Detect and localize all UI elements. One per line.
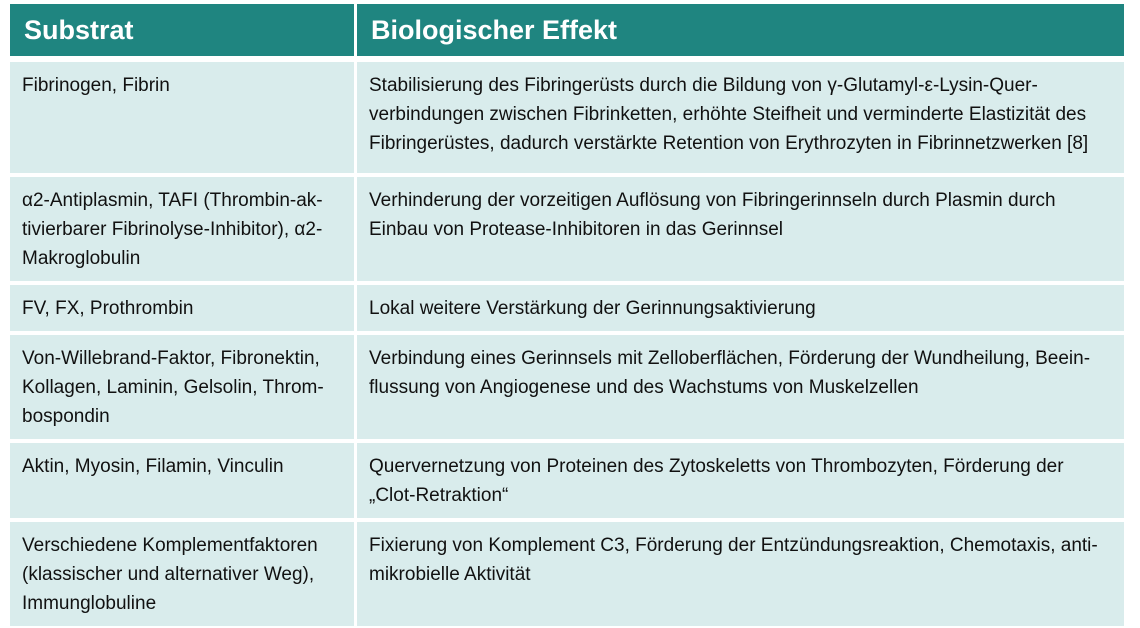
- substrate-cell: FV, FX, Prothrombin: [10, 285, 354, 335]
- effect-cell: Fixierung von Komplement C3, Förderung der Entzündungsreaktion, Chemotaxis, anti-mikrobielle Aktivität: [354, 522, 1124, 626]
- table-row: [10, 443, 1124, 522]
- effect-cell: Lokal weitere Verstärkung der Gerinnungsaktivierung: [354, 285, 1124, 335]
- table-row: [10, 335, 1124, 443]
- effect-cell: Verhinderung der vorzeitigen Auflösung von Fibringerinnseln durch Plasmin durch Einbau von Protease-Inhibitoren in das Gerinnsel: [354, 177, 1124, 285]
- header-biologischer-effekt: Biologischer Effekt: [354, 4, 1124, 62]
- substrate-cell: Fibrinogen, Fibrin: [10, 62, 354, 177]
- effect-cell: Verbindung eines Gerinnsels mit Zelloberflächen, Förderung der Wundheilung, Beein-flussung von Angiogenese und des Wachstums von Muskelzellen: [354, 335, 1124, 443]
- table-row: [10, 177, 1124, 285]
- substrate-cell: Von-Willebrand-Faktor, Fibronektin, Kollagen, Laminin, Gelsolin, Throm-bospondin: [10, 335, 354, 443]
- substrate-effect-table: [10, 4, 1124, 626]
- table-row: [10, 522, 1124, 626]
- substrate-cell: Aktin, Myosin, Filamin, Vinculin: [10, 443, 354, 522]
- effect-cell: Stabilisierung des Fibringerüsts durch die Bildung von γ-Glutamyl-ε-Lysin-Quer-verbindungen zwischen Fibrinketten, erhöhte Steifheit und verminderte Elastizität des Fibringerüstes, dadurch verstärkte Retention von Erythrozyten in Fibrinnetzwerken [8]: [354, 62, 1124, 177]
- effect-cell: Quervernetzung von Proteinen des Zytoskeletts von Thrombozyten, Förderung der „Clot-Retraktion“: [354, 443, 1124, 522]
- table-row: [10, 285, 1124, 335]
- table-header-row: [10, 4, 1124, 62]
- table-row: [10, 62, 1124, 177]
- substrate-cell: α2-Antiplasmin, TAFI (Thrombin-ak-tivierbarer Fibrinolyse-Inhibitor), α2-Makroglobulin: [10, 177, 354, 285]
- substrate-cell: Verschiedene Komplementfaktoren (klassischer und alternativer Weg), Immunglobuline: [10, 522, 354, 626]
- substrate-effect-table-container: [10, 4, 1124, 626]
- header-substrat: Substrat: [10, 4, 354, 62]
